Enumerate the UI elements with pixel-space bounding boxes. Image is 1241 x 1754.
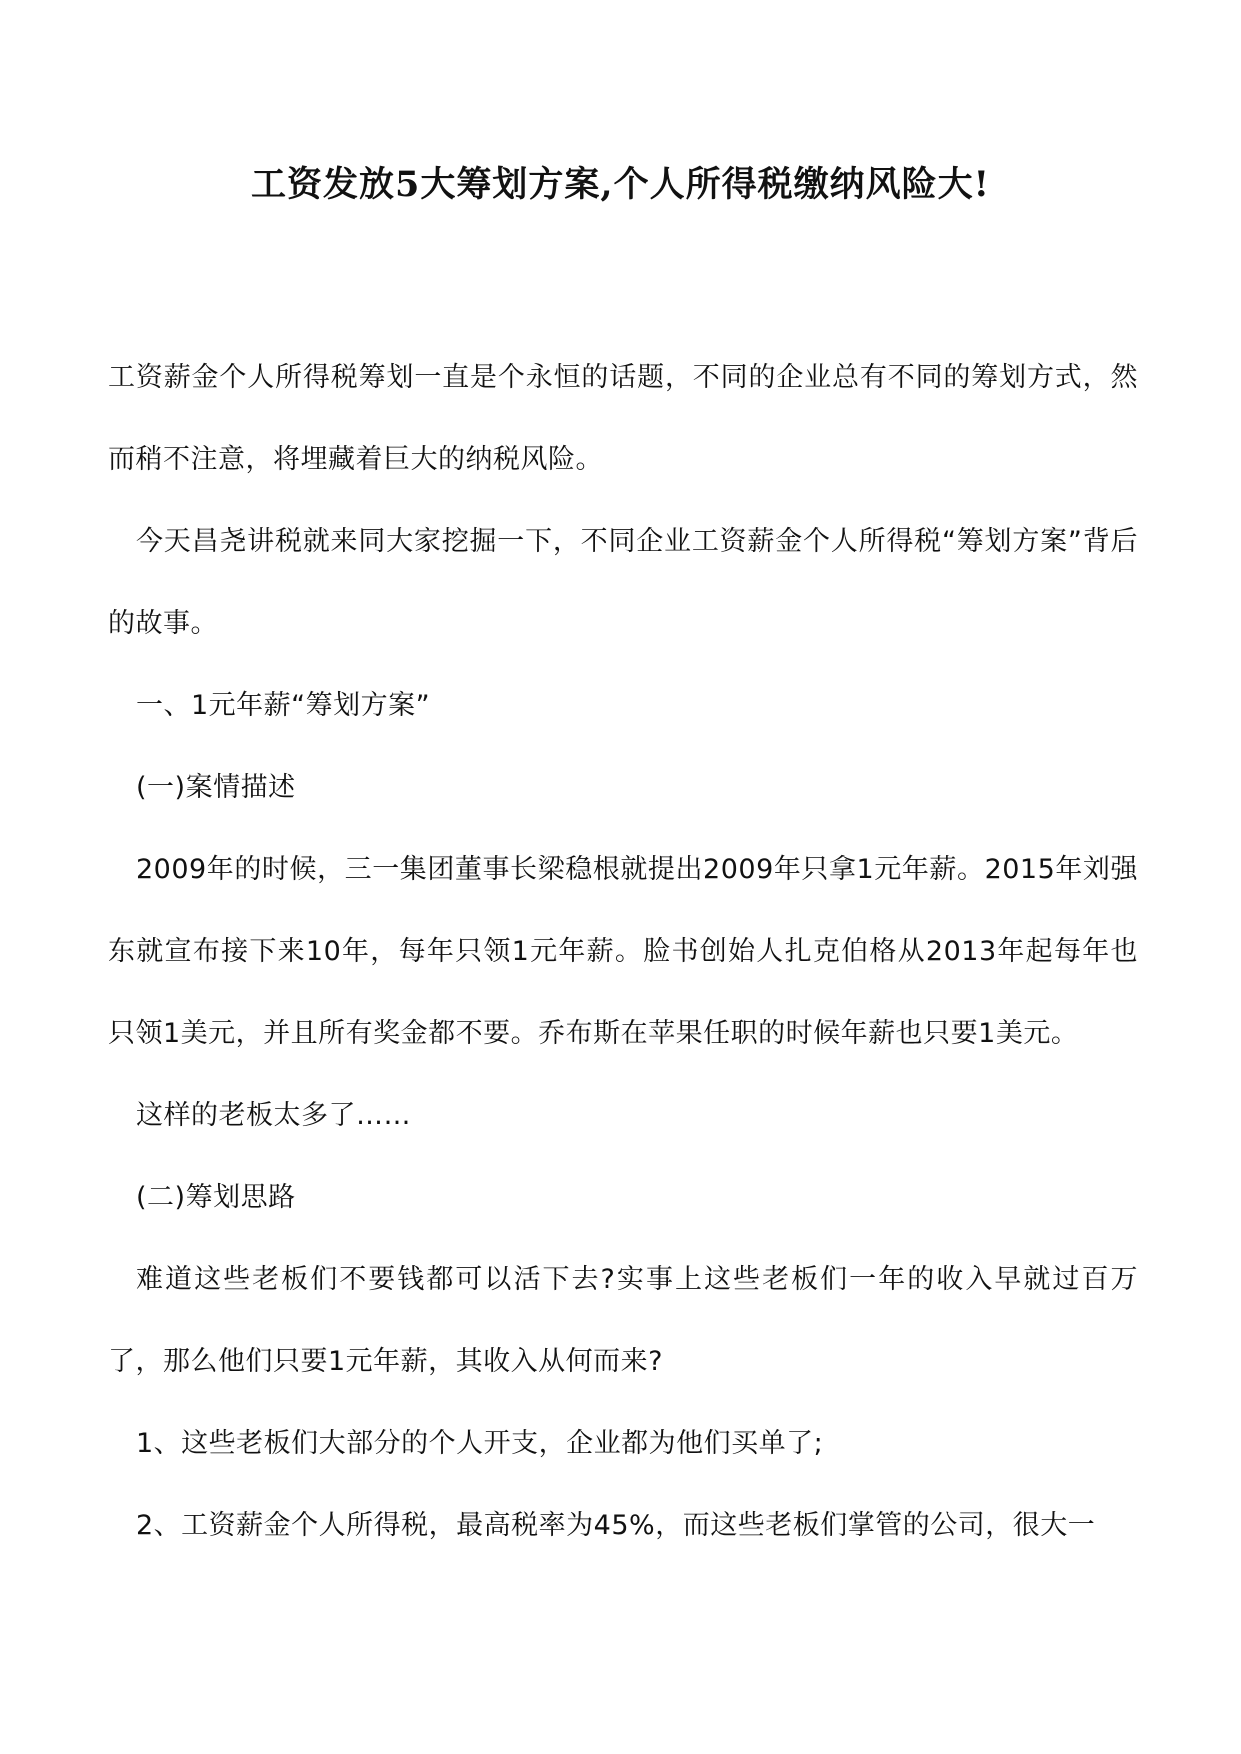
section-heading-1: 一、1元年薪“筹划方案” [136, 690, 431, 721]
paragraph-intro: 工资薪金个人所得税筹划一直是个永恒的话题，不同的企业总有不同的筹划方式，然而稍不注意，将埋藏着巨大的纳税风险。 [108, 362, 1138, 475]
document-title: 工资发放5大筹划方案,个人所得税缴纳风险大! [251, 164, 990, 205]
paragraph-question: 难道这些老板们不要钱都可以活下去?实事上这些老板们一年的收入早就过百万了，那么他们只要1元年薪，其收入从何而来? [108, 1264, 1138, 1377]
document-body [108, 337, 1138, 1567]
list-item-2: 2、工资薪金个人所得税，最高税率为45%，而这些老板们掌管的公司，很大一 [136, 1510, 1096, 1541]
list-item-1: 1、这些老板们大部分的个人开支，企业都为他们买单了; [136, 1428, 824, 1459]
paragraph-many-bosses: 这样的老板太多了…… [136, 1100, 411, 1131]
paragraph-topic: 今天昌尧讲税就来同大家挖掘一下，不同企业工资薪金个人所得税“筹划方案”背后的故事。 [108, 526, 1138, 639]
subsection-heading-case: (一)案情描述 [136, 772, 296, 803]
paragraph-case-description: 2009年的时候，三一集团董事长梁稳根就提出2009年只拿1元年薪。2015年刘强东就宣布接下来10年，每年只领1元年薪。脸书创始人扎克伯格从2013年起每年也只领1美元，并且所有奖金都不要。乔布斯在苹果任职的时候年薪也只要1美元。 [108, 854, 1138, 1049]
subsection-heading-idea: (二)筹划思路 [136, 1182, 296, 1213]
